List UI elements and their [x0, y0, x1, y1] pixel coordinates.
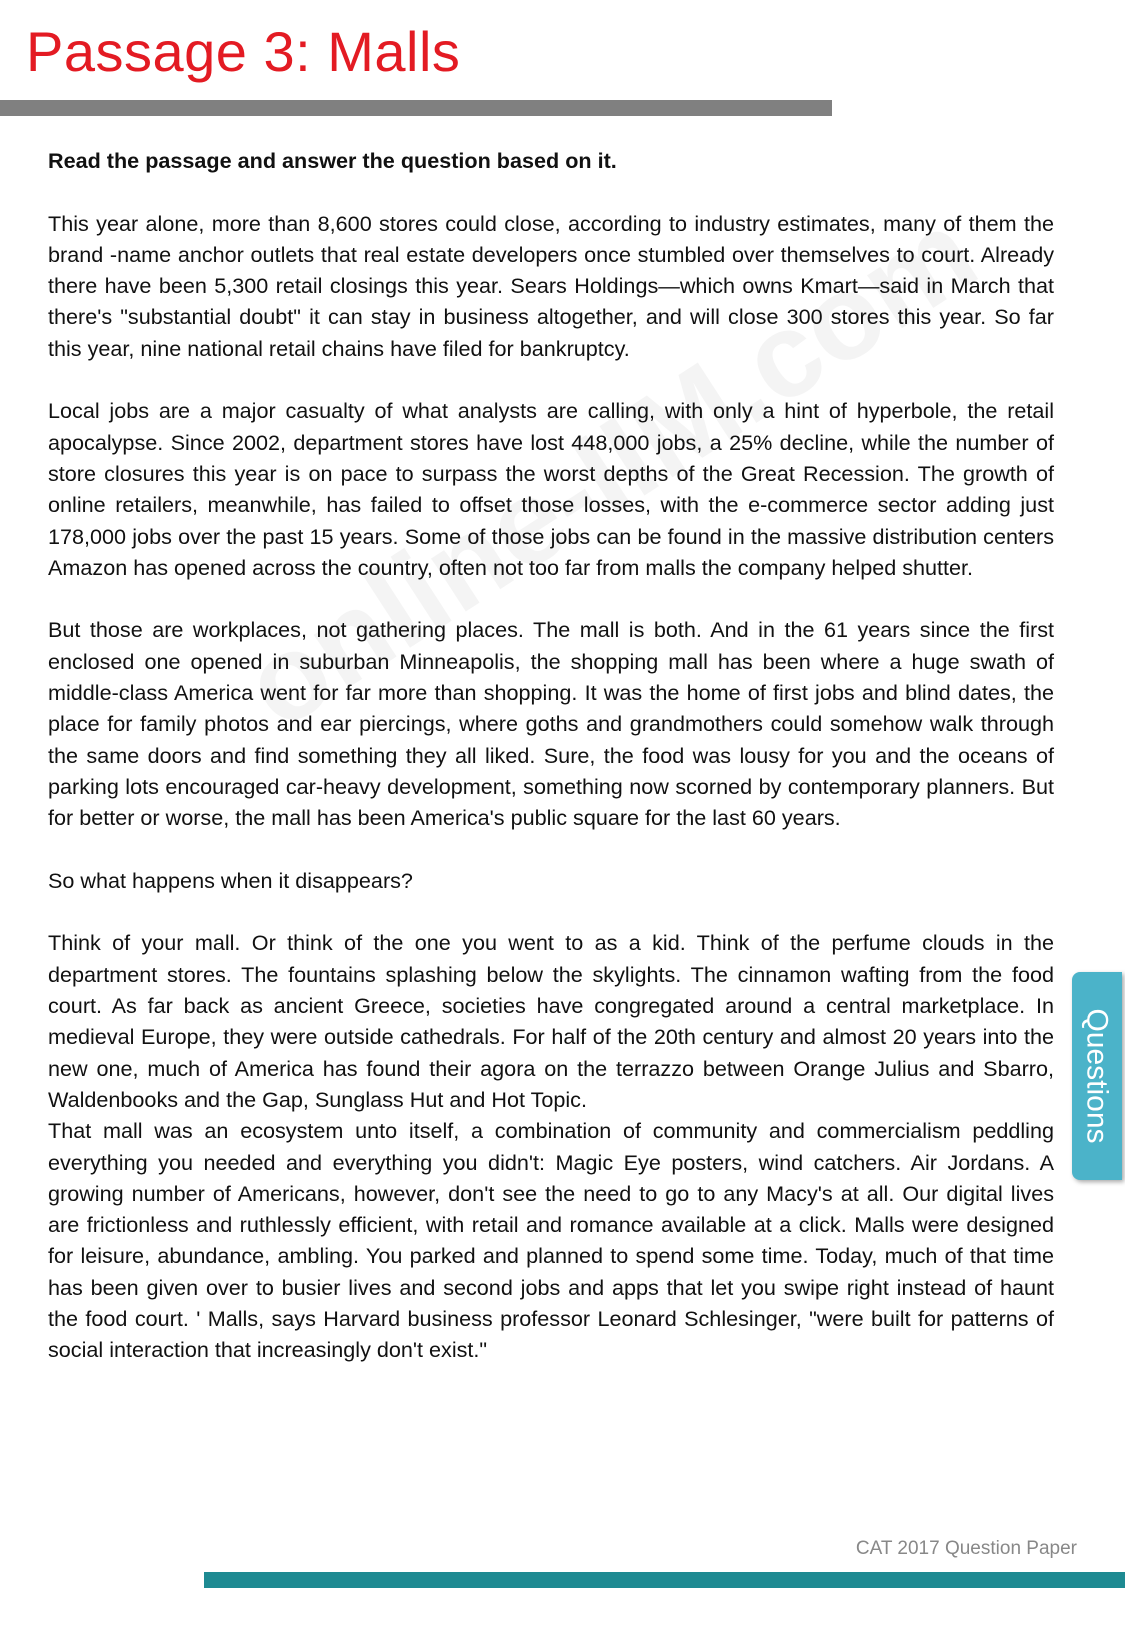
- passage-content: [48, 145, 1054, 1397]
- passage-paragraph-2: Local jobs are a major casualty of what analysts are calling, with only a hint of hyperbole, the retail apocalypse. Since 2002, department stores have lost 448,000 jobs, a 25% decline, while the number of store closures this year is on pace to surpass the worst depths of the Great Recession. The growth of online retailers, meanwhile, has failed to offset those losses, with the e-commerce sector adding just 178,000 jobs over the past 15 years. Some of those jobs can be found in the massive distribution centers Amazon has opened across the country, often not too far from malls the company helped shutter.: [48, 398, 1054, 580]
- passage-paragraph-3: But those are workplaces, not gathering places. The mall is both. And in the 61 years since the first enclosed one opened in suburban Minneapolis, the shopping mall has been where a huge swath of middle-class America went for far more than shopping. It was the home of first jobs and blind dates, the place for family photos and ear piercings, where goths and grandmothers could somehow walk through the same doors and find something they all liked. Sure, the food was lousy for you and the oceans of parking lots encouraged car-heavy development, something now scorned by contemporary planners. But for better or worse, the mall has been America's public square for the last 60 years.: [48, 617, 1054, 831]
- footer-label: CAT 2017 Question Paper: [855, 1538, 1077, 1559]
- passage-paragraph-4: So what happens when it disappears?: [48, 867, 413, 893]
- questions-tab-label: Questions: [1081, 1008, 1115, 1144]
- questions-tab-button[interactable]: [1072, 972, 1122, 1180]
- passage-paragraph-5: Think of your mall. Or think of the one you went to as a kid. Think of the perfume clouds in the department stores. The fountains splashing below the skylights. The cinnamon wafting from the food court. As far back as ancient Greece, societies have congregated around a central marketplace. In medieval Europe, they were outside cathedrals. For half of the 20th century and almost 20 years into the new one, much of America has found their agora on the terrazzo between Orange Julius and Sbarro, Waldenbooks and the Gap, Sunglass Hut and Hot Topic.: [48, 930, 1054, 1112]
- title-underline-bar: [0, 100, 832, 116]
- passage-paragraph-6: That mall was an ecosystem unto itself, a combination of community and commercialism peddling everything you needed and everything you didn't: Magic Eye posters, wind catchers. Air Jordans. A growing number of Americans, however, don't see the need to go to any Macy's at all. Our digital lives are frictionless and ruthlessly efficient, with retail and romance available at a click. Malls were designed for leisure, abundance, ambling. You parked and planned to spend some time. Today, much of that time has been given over to busier lives and second jobs and apps that let you swipe right instead of haunt the food court. ' Malls, says Harvard business professor Leonard Schlesinger, "were built for patterns of social interaction that increasingly don't exist.": [48, 1118, 1054, 1363]
- passage-paragraph-1: This year alone, more than 8,600 stores could close, according to industry estimates, many of them the brand -name anchor outlets that real estate developers once stumbled over themselves to court. Already there have been 5,300 retail closings this year. Sears Holdings—which owns Kmart—said in March that there's "substantial doubt" it can stay in business altogether, and will close 300 stores this year. So far this year, nine national retail chains have filed for bankruptcy.: [48, 210, 1054, 361]
- passage-instruction: Read the passage and answer the question based on it.: [48, 148, 617, 173]
- footer-bar: [204, 1572, 1125, 1588]
- page-title: Passage 3: Malls: [26, 20, 461, 83]
